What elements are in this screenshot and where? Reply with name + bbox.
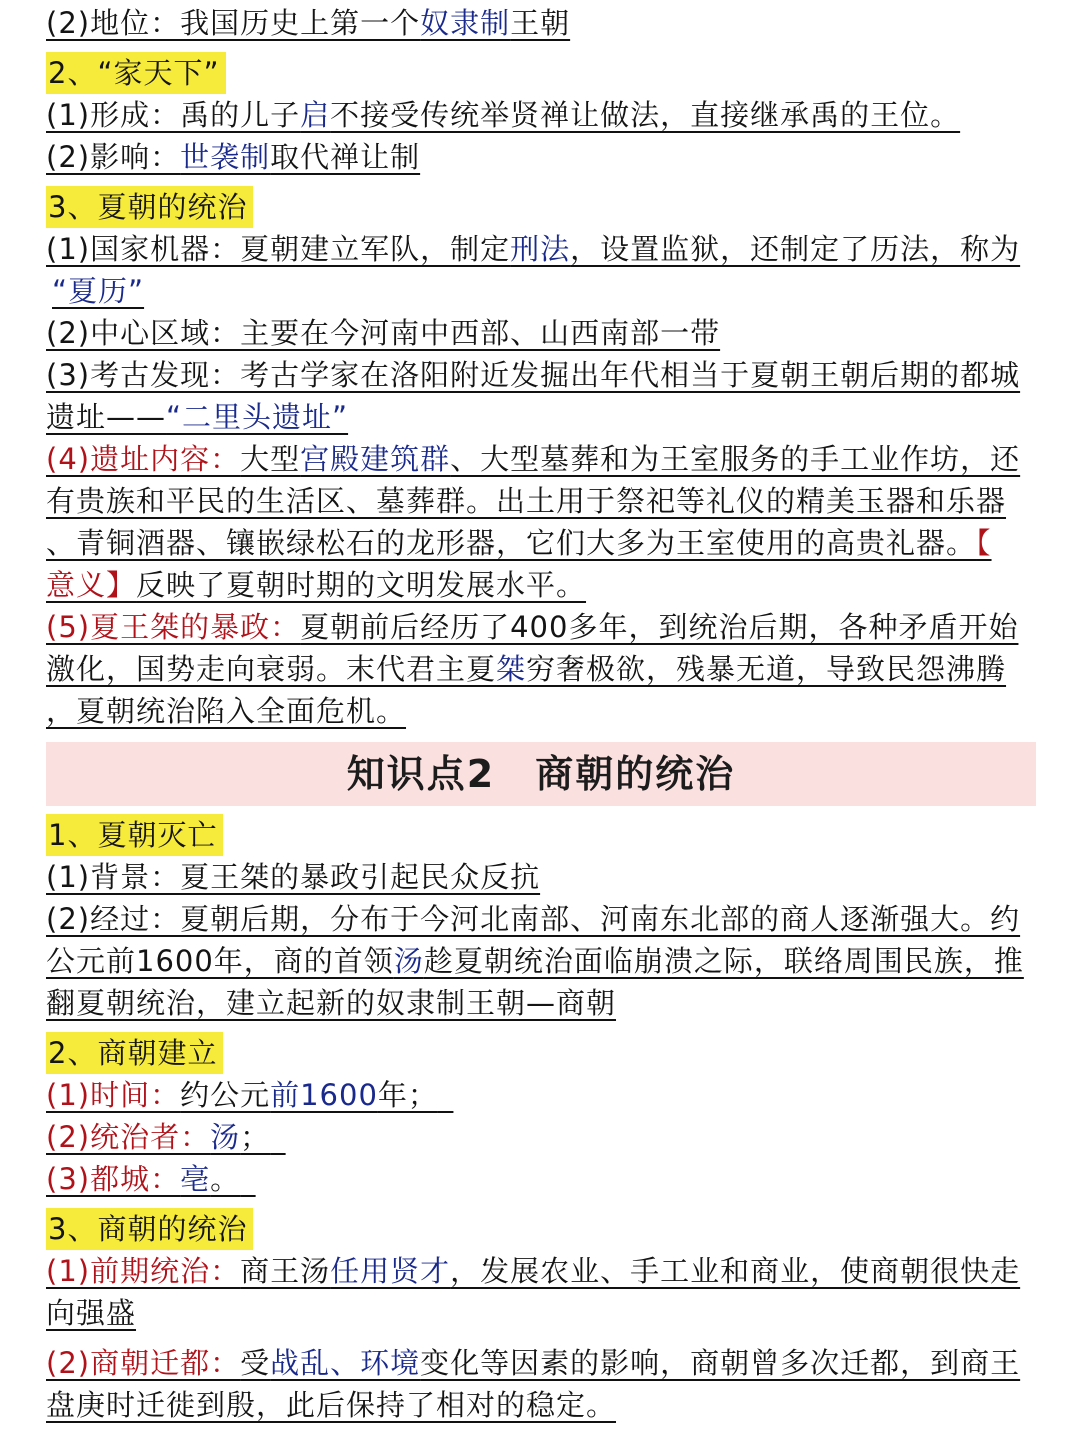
keyword-1600bc: 前1600 (270, 1078, 378, 1112)
status-tail: 王朝 (510, 6, 571, 40)
heading-xia-rule: 3、夏朝的统治 (46, 186, 253, 228)
relocation-line-1 (46, 1342, 1036, 1384)
tyranny-line-3 (46, 690, 1036, 732)
state-machine-text: ，设置监狱，还制定了历法，称为 (570, 232, 1021, 266)
heading-shang-founding-wrap (46, 1032, 1036, 1074)
background-line (46, 856, 1036, 898)
significance-line (46, 564, 1036, 606)
time-label: (1)时间： (46, 1078, 181, 1112)
relocation-text-b: 变化等因素的影响，商朝曾多次迁都，到商王 (420, 1346, 1021, 1380)
tyranny-label: (5)夏王桀的暴政： (46, 610, 301, 644)
time-text-a: 约公元 (180, 1078, 271, 1112)
process-line-2 (46, 940, 1036, 982)
heading-jiatianxia: 2、“家天下” (46, 52, 226, 94)
state-machine-label: (1)国家机器：夏朝建立军队，制定 (46, 232, 511, 266)
document-page (0, 2, 1080, 1442)
site-content-line-3 (46, 522, 1036, 564)
influence-line (46, 136, 1036, 178)
xia-calendar-line (46, 270, 1036, 312)
site-content-label: (4)遗址内容： (46, 442, 241, 476)
bracket-open: 【 (976, 526, 992, 560)
site-content-line-1 (46, 438, 1036, 480)
tyranny-line-2 (46, 648, 1036, 690)
keyword-ruler-tang: 汤 (210, 1120, 241, 1154)
capital-label: (3)都城： (46, 1162, 181, 1196)
erlitou-line (46, 396, 1036, 438)
tyranny-text-c: 穷奢极欲，残暴无道，导致民怨沸腾 (526, 652, 1007, 686)
formation-text: 不接受传统举贤禅让做法，直接继承禹的王位。 (330, 98, 961, 132)
keyword-xia-calendar: “夏历” (52, 274, 145, 308)
tyranny-text-d: ，夏朝统治陷入全面危机。 (46, 694, 407, 728)
center-region-line (46, 312, 1036, 354)
capital-tail: 。 (210, 1162, 241, 1196)
heading-shang-founding: 2、商朝建立 (46, 1032, 223, 1074)
early-rule-label: (1)前期统治： (46, 1254, 241, 1288)
keyword-talent: 任用贤才 (330, 1254, 451, 1288)
keyword-palace: 宫殿建筑群 (300, 442, 451, 476)
formation-line (46, 94, 1036, 136)
keyword-slavery: 奴隶制 (420, 6, 511, 40)
early-rule-line-1 (46, 1250, 1036, 1292)
relocation-line-2 (46, 1384, 1036, 1426)
archaeology-text: (3)考古发现：考古学家在洛阳附近发掘出年代相当于夏朝王朝后期的都城 (46, 358, 1021, 392)
center-region-text: (2)中心区域：主要在今河南中西部、山西南部一带 (46, 316, 721, 350)
formation-label: (1)形成：禹的儿子 (46, 98, 301, 132)
site-content-text-c: 有贵族和平民的生活区、墓葬群。出土用于祭祀等礼仪的精美玉器和乐器 (46, 484, 1007, 518)
keyword-erlitou: “二里头遗址” (166, 400, 349, 434)
ruler-label: (2)统治者： (46, 1120, 211, 1154)
ruler-tail: ； (240, 1120, 271, 1154)
archaeology-line (46, 354, 1036, 396)
relocation-text-c: 盘庚时迁徙到殷，此后保持了相对的稳定。 (46, 1388, 617, 1422)
process-line-1 (46, 898, 1036, 940)
capital-line (46, 1158, 1036, 1200)
site-content-text-a: 大型 (240, 442, 301, 476)
relocation-label: (2)商朝迁都： (46, 1346, 241, 1380)
keyword-jie: 桀 (496, 652, 527, 686)
keyword-bo: 亳 (180, 1162, 211, 1196)
site-content-text-b: 、大型墓葬和为王室服务的手工业作坊，还 (450, 442, 1021, 476)
erlitou-prefix: 遗址—— (46, 400, 167, 434)
significance-label: 意义】 (46, 568, 137, 602)
section-banner: 知识点2 商朝的统治 (46, 742, 1036, 806)
time-text-b: 年； (377, 1078, 438, 1112)
process-text-c: 趁夏朝统治面临崩溃之际，联络周围民族，推 (423, 944, 1024, 978)
keyword-hereditary: 世袭制 (180, 140, 271, 174)
keyword-tang: 汤 (393, 944, 424, 978)
site-content-text-d: 、青铜酒器、镶嵌绿松石的龙形器，它们大多为王室使用的高贵礼器。 (46, 526, 977, 560)
time-line (46, 1074, 1036, 1116)
tyranny-text-a: 夏朝前后经历了400多年，到统治后期，各种矛盾开始 (300, 610, 1019, 644)
heading-shang-rule: 3、商朝的统治 (46, 1208, 253, 1250)
site-content-line-2 (46, 480, 1036, 522)
tyranny-line-1 (46, 606, 1036, 648)
background-text: (1)背景：夏王桀的暴政引起民众反抗 (46, 860, 541, 894)
ruler-line (46, 1116, 1036, 1158)
status-line (46, 2, 1036, 44)
heading-xia-rule-wrap (46, 186, 1036, 228)
heading-shang-rule-wrap (46, 1208, 1036, 1250)
keyword-penal-law: 刑法 (510, 232, 571, 266)
process-line-3 (46, 982, 1036, 1024)
keyword-war-environment: 战乱、环境 (270, 1346, 421, 1380)
process-text-d: 翻夏朝统治，建立起新的奴隶制王朝—商朝 (46, 986, 617, 1020)
influence-text: 取代禅让制 (270, 140, 421, 174)
relocation-text-a: 受 (240, 1346, 271, 1380)
state-machine-line (46, 228, 1036, 270)
status-label: (2)地位：我国历史上第一个 (46, 6, 421, 40)
early-rule-line-2 (46, 1292, 1036, 1334)
heading-xia-fall: 1、夏朝灭亡 (46, 814, 223, 856)
influence-label: (2)影响： (46, 140, 181, 174)
significance-text: 反映了夏朝时期的文明发展水平。 (136, 568, 587, 602)
heading-jiatianxia-wrap (46, 52, 1036, 94)
keyword-qi: 启 (300, 98, 331, 132)
process-text-a: (2)经过：夏朝后期，分布于今河北南部、河南东北部的商人逐渐强大。约 (46, 902, 1021, 936)
early-rule-text-b: ，发展农业、手工业和商业，使商朝很快走 (450, 1254, 1021, 1288)
early-rule-text-a: 商王汤 (240, 1254, 331, 1288)
early-rule-text-c: 向强盛 (46, 1296, 137, 1330)
process-text-b: 公元前1600年，商的首领 (46, 944, 394, 978)
tyranny-text-b: 激化，国势走向衰弱。末代君主夏 (46, 652, 497, 686)
heading-xia-fall-wrap (46, 814, 1036, 856)
